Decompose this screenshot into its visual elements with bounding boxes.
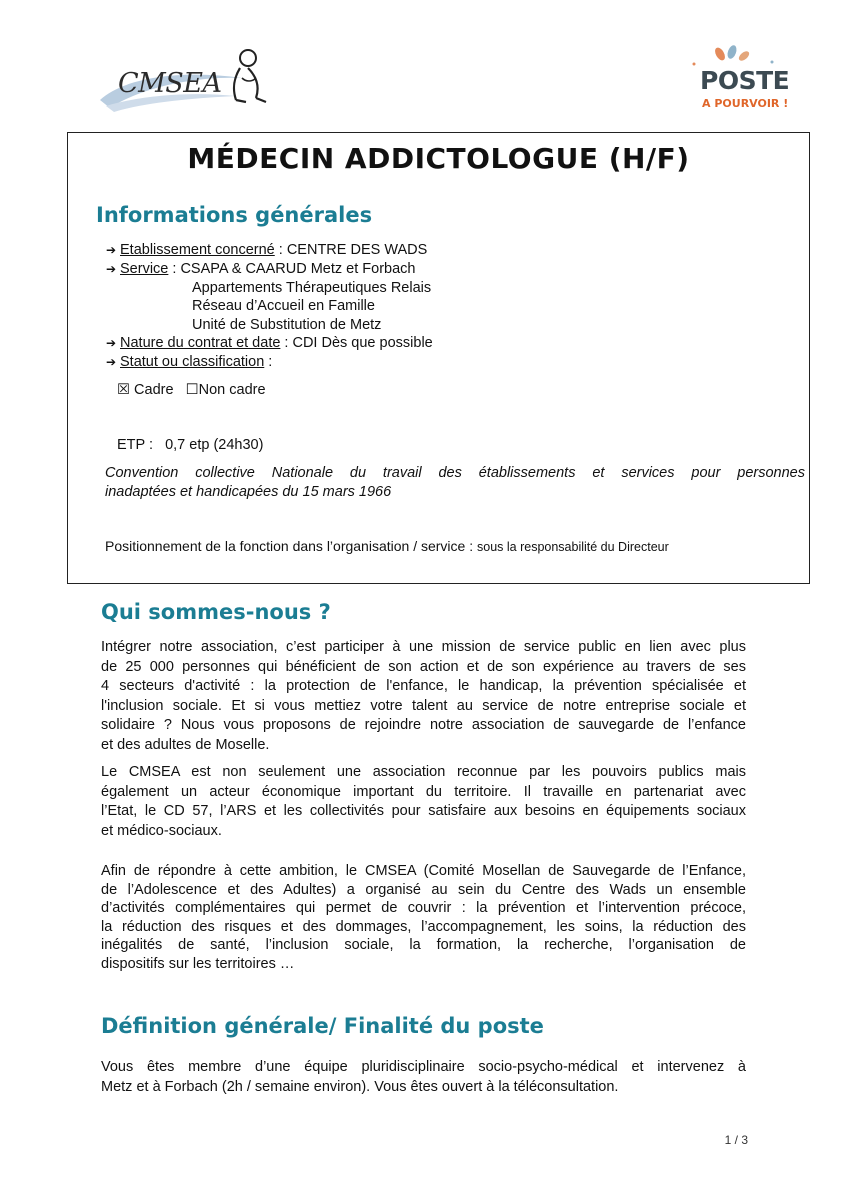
cmsea-logo	[96, 48, 276, 118]
definition-paragraph	[101, 1058, 746, 1097]
info-contrat	[106, 335, 433, 351]
about-heading: Qui sommes-nous ?	[101, 600, 331, 624]
text-line: de l’Adolescence et des Adultes) a organisé au sein du Centre des Wads un ensemble	[101, 881, 746, 898]
about-paragraph-1	[101, 638, 746, 755]
service-label: Service	[120, 261, 169, 277]
cadre-checkbox[interactable]: ☒	[117, 382, 130, 398]
arrow-icon: ➔	[106, 262, 117, 276]
statut-label: Statut ou classification	[120, 354, 265, 370]
info-service	[106, 261, 415, 277]
text-line: et des adultes de Moselle.	[101, 736, 270, 753]
text-line: également un acteur économique important du territoire. Il travaille en partenariat avec	[101, 783, 746, 800]
about-paragraph-2	[101, 763, 746, 841]
position-label: Positionnement de la fonction dans l’organisation / service :	[105, 538, 474, 554]
etp-line	[117, 437, 263, 453]
etablissement-label: Etablissement concerné	[120, 242, 275, 258]
text-line: l'inclusion sociale. Et si vous mettiez votre talent au service de notre entreprise sociale et	[101, 697, 746, 714]
info-heading: Informations générales	[96, 203, 373, 227]
info-statut	[106, 354, 272, 370]
contrat-label: Nature du contrat et date	[120, 335, 281, 351]
text-line: d’activités complémentaires qui permet de couvrir : la prévention et l’intervention précoce,	[101, 900, 746, 916]
cadre-label: Cadre	[134, 382, 174, 398]
badge-subtitle: A POURVOIR !	[702, 97, 789, 110]
service-line: Appartements Thérapeutiques Relais	[192, 280, 432, 296]
text-line: Vous êtes membre d’une équipe pluridisciplinaire socio-psycho-médical et intervenez à	[101, 1059, 746, 1075]
badge-title: POSTE	[700, 66, 790, 95]
text-line: solidaire ? Nous vous proposons de rejoindre notre association de sauvegarde de l’enfance	[101, 717, 746, 733]
etablissement-value: : CENTRE DES WADS	[274, 242, 428, 258]
convention-line-2: inadaptées et handicapées du 15 mars 1966	[105, 484, 392, 500]
job-title: MÉDECIN ADDICTOLOGUE (H/F)	[187, 142, 690, 175]
text-line: 4 secteurs d'activité : la protection de l'enfance, le handicap, la prévention spécialisée et	[101, 678, 746, 694]
poste-a-pourvoir-badge	[690, 44, 790, 114]
text-line: l’Etat, le CD 57, l’ARS et les collectivités pour satisfaire aux besoins en équipements sociaux	[101, 803, 746, 819]
page-number: 1 / 3	[724, 1133, 748, 1147]
child-figure-icon	[226, 48, 270, 108]
statut-value: :	[264, 354, 273, 370]
noncadre-label: Non cadre	[198, 382, 266, 398]
info-etablissement	[106, 242, 427, 258]
service-line: Unité de Substitution de Metz	[192, 317, 382, 333]
about-paragraph-3	[101, 862, 746, 973]
text-line: Metz et à Forbach (2h / semaine environ). Vous êtes ouvert à la téléconsultation.	[101, 1078, 619, 1095]
etp-value: 0,7 etp (24h30)	[165, 437, 264, 453]
etp-label: ETP :	[117, 437, 153, 453]
arrow-icon: ➔	[106, 243, 117, 257]
text-line: et médico-sociaux.	[101, 822, 222, 839]
definition-heading: Définition générale/ Finalité du poste	[101, 1014, 544, 1038]
position-line	[105, 538, 669, 554]
noncadre-checkbox[interactable]: ☐	[185, 382, 199, 398]
text-line: dispositifs sur les territoires …	[101, 955, 295, 972]
logo-text: CMSEA	[118, 68, 222, 99]
statut-options	[117, 382, 266, 398]
text-line: Intégrer notre association, c’est participer à une mission de service public en lien avec plus	[101, 639, 746, 655]
text-line: Afin de répondre à cette ambition, le CMSEA (Comité Mosellan de Sauvegarde de l’Enfance,	[101, 863, 746, 879]
service-line: : CSAPA & CAARUD Metz et Forbach	[168, 261, 416, 277]
position-value: sous la responsabilité du Directeur	[477, 540, 669, 554]
text-line: la réduction des risques et des dommages, l’accompagnement, les soins, la réduction des	[101, 918, 746, 935]
arrow-icon: ➔	[106, 355, 117, 369]
convention-line-1: Convention collective Nationale du travail des établissements et services pour personnes	[105, 465, 805, 481]
arrow-icon: ➔	[106, 336, 117, 350]
leaves-icon	[690, 44, 780, 68]
service-line: Réseau d’Accueil en Famille	[192, 298, 375, 314]
text-line: de 25 000 personnes qui bénéficient de son action et de son expérience au travers de ses	[101, 658, 746, 675]
text-line: inégalités de santé, l’inclusion sociale, la formation, la recherche, l’organisation de	[101, 937, 746, 953]
text-line: Le CMSEA est non seulement une association reconnue par les pouvoirs publics mais	[101, 764, 746, 780]
contrat-value: : CDI Dès que possible	[280, 335, 433, 351]
